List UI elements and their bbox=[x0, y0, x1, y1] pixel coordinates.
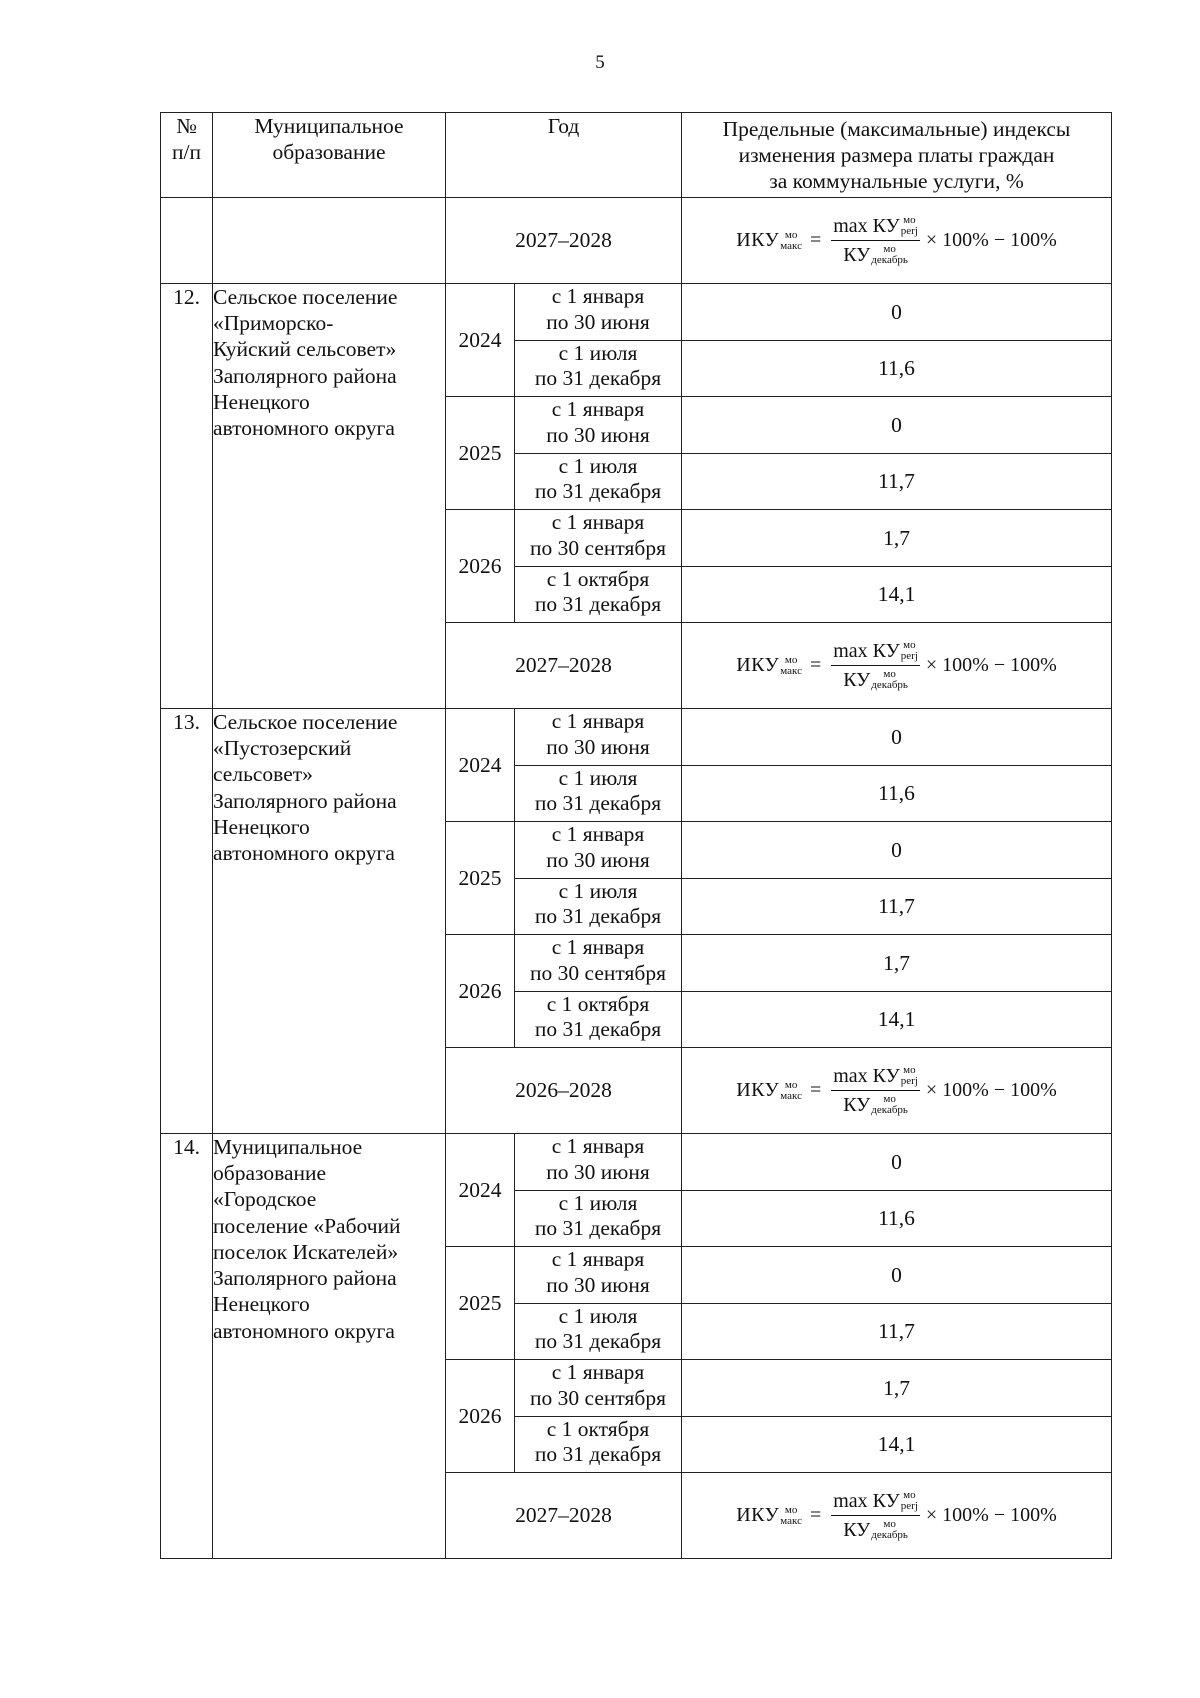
period-cell bbox=[515, 453, 682, 510]
period-text: с 1 января по 30 июня bbox=[546, 1247, 650, 1297]
formula-den-sub: декабрь bbox=[871, 678, 908, 691]
index-value-cell bbox=[682, 1190, 1112, 1247]
index-value-cell bbox=[682, 510, 1112, 567]
formula-num-prefix: max КУ bbox=[833, 640, 900, 663]
period-cell bbox=[515, 935, 682, 992]
year-cell bbox=[446, 709, 515, 822]
index-value: 0 bbox=[891, 412, 902, 437]
period-cell bbox=[515, 1134, 682, 1191]
period-cell bbox=[515, 1360, 682, 1417]
range-cell bbox=[446, 198, 682, 284]
formula-num-index bbox=[901, 1490, 918, 1512]
year-cell bbox=[446, 1247, 515, 1360]
period-text: с 1 июля по 31 декабря bbox=[534, 1190, 662, 1241]
year-text: 2026 bbox=[458, 553, 502, 578]
header-index-text: Предельные (максимальные) индексы изменения размера платы граждан за коммунальные услуги, % bbox=[722, 117, 1071, 194]
formula-den-sup: мо bbox=[883, 1092, 896, 1105]
continuation-num bbox=[161, 198, 213, 284]
formula-lhs-index bbox=[780, 1505, 802, 1527]
row-number bbox=[161, 284, 213, 709]
formula-fraction bbox=[831, 1489, 920, 1542]
formula-denominator bbox=[841, 666, 910, 692]
period-text: с 1 января по 30 июня bbox=[546, 822, 650, 872]
index-value-cell bbox=[682, 1247, 1112, 1304]
formula-num-sup: мо bbox=[903, 214, 916, 227]
formula-lhs-index bbox=[780, 230, 802, 252]
table-body bbox=[161, 113, 1112, 1559]
year-cell bbox=[446, 397, 515, 510]
period-text: с 1 января по 30 сентября bbox=[530, 935, 666, 985]
year-cell bbox=[446, 510, 515, 623]
formula-num-sup: мо bbox=[903, 1064, 916, 1077]
year-text: 2025 bbox=[458, 440, 502, 465]
formula-num-index bbox=[901, 1065, 918, 1087]
formula-lhs-index bbox=[780, 655, 802, 677]
period-text: с 1 января по 30 июня bbox=[546, 1134, 650, 1184]
header-year-text: Год bbox=[547, 114, 580, 138]
formula-cell bbox=[682, 198, 1112, 284]
formula-num-sub: perj bbox=[900, 225, 918, 238]
formula-den-index bbox=[871, 1519, 908, 1541]
period-text: с 1 октября по 31 декабря bbox=[534, 991, 662, 1042]
index-value: 0 bbox=[891, 299, 902, 324]
index-value: 0 bbox=[891, 724, 902, 749]
index-value: 0 bbox=[891, 1149, 902, 1174]
formula-lhs-index bbox=[780, 1080, 802, 1102]
period-text: с 1 октября по 31 декабря bbox=[534, 566, 662, 617]
period-cell bbox=[515, 510, 682, 567]
formula-lhs-sub: макс bbox=[780, 1089, 802, 1102]
formula-den-sub: декабрь bbox=[871, 253, 908, 266]
formula bbox=[736, 1489, 1057, 1542]
period-cell bbox=[515, 1247, 682, 1304]
formula-fraction bbox=[831, 639, 920, 692]
formula-num-sub: perj bbox=[900, 650, 918, 663]
formula-den-text: КУ bbox=[843, 1093, 871, 1116]
index-value: 0 bbox=[891, 1262, 902, 1287]
formula-lhs: ИКУ bbox=[736, 229, 780, 252]
period-cell bbox=[515, 397, 682, 454]
formula-den-sup: мо bbox=[883, 242, 896, 255]
index-value-cell bbox=[682, 453, 1112, 510]
table-row bbox=[161, 284, 1112, 341]
formula-eq: = bbox=[809, 654, 822, 677]
formula-num-index bbox=[901, 640, 918, 662]
formula-lhs-sup: мо bbox=[784, 228, 798, 241]
row-number bbox=[161, 709, 213, 1134]
period-cell bbox=[515, 1190, 682, 1247]
period-cell bbox=[515, 709, 682, 766]
period-cell bbox=[515, 1416, 682, 1473]
formula-numerator bbox=[831, 1489, 920, 1515]
municipality-text: Сельское поселение «Приморско- Куйский сельсовет» Заполярного района Ненецкого автономного округа bbox=[213, 285, 398, 441]
year-cell bbox=[446, 1360, 515, 1473]
formula-den-text: КУ bbox=[843, 668, 871, 691]
index-value-cell bbox=[682, 1360, 1112, 1417]
header-num-text: № п/п bbox=[172, 114, 201, 165]
formula-lhs: ИКУ bbox=[736, 1079, 780, 1102]
period-cell bbox=[515, 765, 682, 822]
range-text: 2027–2028 bbox=[515, 1503, 612, 1528]
header-num bbox=[161, 113, 213, 198]
formula-den-sup: мо bbox=[883, 1517, 896, 1530]
municipality-text: Сельское поселение «Пустозерский сельсовет» Заполярного района Ненецкого автономного округа bbox=[213, 710, 398, 866]
formula-denominator bbox=[841, 1516, 910, 1542]
formula-denominator bbox=[841, 241, 910, 267]
formula-lhs-sub: макс bbox=[780, 239, 802, 252]
header-municipality-text: Муниципальное образование bbox=[254, 114, 404, 165]
header-municipality bbox=[213, 113, 446, 198]
index-value-cell bbox=[682, 1416, 1112, 1473]
index-value-cell bbox=[682, 1303, 1112, 1360]
year-cell bbox=[446, 935, 515, 1048]
row-number-text: 13. bbox=[173, 710, 200, 734]
formula-numerator bbox=[831, 214, 920, 240]
period-text: с 1 января по 30 июня bbox=[546, 397, 650, 447]
index-value: 1,7 bbox=[883, 1375, 910, 1400]
range-text: 2026–2028 bbox=[515, 1078, 612, 1103]
index-value: 0 bbox=[891, 837, 902, 862]
period-cell bbox=[515, 991, 682, 1048]
formula-den-index bbox=[871, 669, 908, 691]
table-row bbox=[161, 709, 1112, 766]
formula-fraction bbox=[831, 214, 920, 267]
formula-eq: = bbox=[809, 1504, 822, 1527]
formula bbox=[736, 1064, 1057, 1117]
formula-num-prefix: max КУ bbox=[833, 215, 900, 238]
period-cell bbox=[515, 340, 682, 397]
header-row bbox=[161, 113, 1112, 198]
formula-lhs: ИКУ bbox=[736, 1504, 780, 1527]
municipality-cell bbox=[213, 1134, 446, 1559]
formula-denominator bbox=[841, 1091, 910, 1117]
period-text: с 1 июля по 31 декабря bbox=[534, 765, 662, 816]
formula-den-index bbox=[871, 1094, 908, 1116]
index-value: 11,6 bbox=[878, 781, 915, 806]
formula-num-sup: мо bbox=[903, 639, 916, 652]
period-text: с 1 октября по 31 декабря bbox=[534, 1416, 662, 1467]
formula-den-sup: мо bbox=[883, 667, 896, 680]
period-cell bbox=[515, 566, 682, 623]
period-text: с 1 января по 30 июня bbox=[546, 284, 650, 334]
formula-num-prefix: max КУ bbox=[833, 1490, 900, 1513]
index-value: 1,7 bbox=[883, 950, 910, 975]
formula-rest: × 100% − 100% bbox=[925, 1079, 1057, 1102]
formula-lhs-sup: мо bbox=[784, 653, 798, 666]
range-cell bbox=[446, 623, 682, 709]
municipality-cell bbox=[213, 284, 446, 709]
formula-lhs-sub: макс bbox=[780, 664, 802, 677]
index-value-cell bbox=[682, 935, 1112, 992]
row-number-text: 12. bbox=[173, 285, 200, 309]
formula-cell bbox=[682, 1048, 1112, 1134]
period-text: с 1 июля по 31 декабря bbox=[534, 878, 662, 929]
formula-den-sub: декабрь bbox=[871, 1528, 908, 1541]
formula-den-text: КУ bbox=[843, 243, 871, 266]
formula bbox=[736, 639, 1057, 692]
formula-den-index bbox=[871, 244, 908, 266]
year-text: 2024 bbox=[458, 1177, 502, 1202]
formula-den-text: КУ bbox=[843, 1518, 871, 1541]
range-text: 2027–2028 bbox=[515, 228, 612, 253]
formula-lhs-sup: мо bbox=[784, 1503, 798, 1516]
year-cell bbox=[446, 1134, 515, 1247]
formula-num-sub: perj bbox=[900, 1500, 918, 1513]
index-value: 11,7 bbox=[878, 469, 915, 494]
formula-numerator bbox=[831, 1064, 920, 1090]
formula-fraction bbox=[831, 1064, 920, 1117]
period-text: с 1 января по 30 сентября bbox=[530, 510, 666, 560]
index-value: 11,7 bbox=[878, 894, 915, 919]
header-index bbox=[682, 113, 1112, 198]
formula-cell bbox=[682, 623, 1112, 709]
continuation-municipality bbox=[213, 198, 446, 284]
year-text: 2024 bbox=[458, 752, 502, 777]
index-value-cell bbox=[682, 709, 1112, 766]
index-value-cell bbox=[682, 822, 1112, 879]
index-value-cell bbox=[682, 1134, 1112, 1191]
municipality-text: Муниципальное образование «Городское поселение «Рабочий поселок Искателей» Заполярного района Ненецкого автономного округа bbox=[213, 1135, 401, 1343]
index-value-cell bbox=[682, 566, 1112, 623]
index-value: 14,1 bbox=[877, 1432, 916, 1457]
formula-lhs-sub: макс bbox=[780, 1514, 802, 1527]
formula-numerator bbox=[831, 639, 920, 665]
formula-rest: × 100% − 100% bbox=[925, 229, 1057, 252]
page-number: 5 bbox=[595, 52, 605, 73]
index-value-cell bbox=[682, 991, 1112, 1048]
index-value: 11,6 bbox=[878, 1206, 915, 1231]
header-year bbox=[446, 113, 682, 198]
table-row bbox=[161, 1134, 1112, 1191]
year-text: 2025 bbox=[458, 1290, 502, 1315]
period-text: с 1 июля по 31 декабря bbox=[534, 340, 662, 391]
formula-lhs-sup: мо bbox=[784, 1078, 798, 1091]
formula-den-sub: декабрь bbox=[871, 1103, 908, 1116]
index-value-cell bbox=[682, 765, 1112, 822]
period-text: с 1 января по 30 сентября bbox=[530, 1360, 666, 1410]
year-text: 2026 bbox=[458, 1403, 502, 1428]
index-value: 14,1 bbox=[877, 582, 916, 607]
row-number bbox=[161, 1134, 213, 1559]
range-text: 2027–2028 bbox=[515, 653, 612, 678]
period-text: с 1 июля по 31 декабря bbox=[534, 453, 662, 504]
continuation-row bbox=[161, 198, 1112, 284]
period-text: с 1 января по 30 июня bbox=[546, 709, 650, 759]
index-value-cell bbox=[682, 878, 1112, 935]
formula-num-sup: мо bbox=[903, 1489, 916, 1502]
index-value: 1,7 bbox=[883, 525, 910, 550]
index-value: 11,7 bbox=[878, 1319, 915, 1344]
formula-lhs: ИКУ bbox=[736, 654, 780, 677]
period-cell bbox=[515, 284, 682, 341]
year-cell bbox=[446, 822, 515, 935]
index-value-cell bbox=[682, 397, 1112, 454]
index-value-cell bbox=[682, 284, 1112, 341]
range-cell bbox=[446, 1473, 682, 1559]
year-cell bbox=[446, 284, 515, 397]
year-text: 2025 bbox=[458, 865, 502, 890]
period-cell bbox=[515, 1303, 682, 1360]
formula-cell bbox=[682, 1473, 1112, 1559]
range-cell bbox=[446, 1048, 682, 1134]
index-value: 11,6 bbox=[878, 356, 915, 381]
period-cell bbox=[515, 878, 682, 935]
formula-num-sub: perj bbox=[900, 1075, 918, 1088]
index-value: 14,1 bbox=[877, 1007, 916, 1032]
formula-num-index bbox=[901, 215, 918, 237]
index-value-cell bbox=[682, 340, 1112, 397]
formula-eq: = bbox=[809, 1079, 822, 1102]
year-text: 2024 bbox=[458, 327, 502, 352]
formula bbox=[736, 214, 1057, 267]
period-text: с 1 июля по 31 декабря bbox=[534, 1303, 662, 1354]
period-cell bbox=[515, 822, 682, 879]
year-text: 2026 bbox=[458, 978, 502, 1003]
municipality-cell bbox=[213, 709, 446, 1134]
tariff-index-table bbox=[160, 112, 1112, 1559]
row-number-text: 14. bbox=[173, 1135, 200, 1159]
formula-rest: × 100% − 100% bbox=[925, 654, 1057, 677]
formula-num-prefix: max КУ bbox=[833, 1065, 900, 1088]
formula-rest: × 100% − 100% bbox=[925, 1504, 1057, 1527]
formula-eq: = bbox=[809, 229, 822, 252]
